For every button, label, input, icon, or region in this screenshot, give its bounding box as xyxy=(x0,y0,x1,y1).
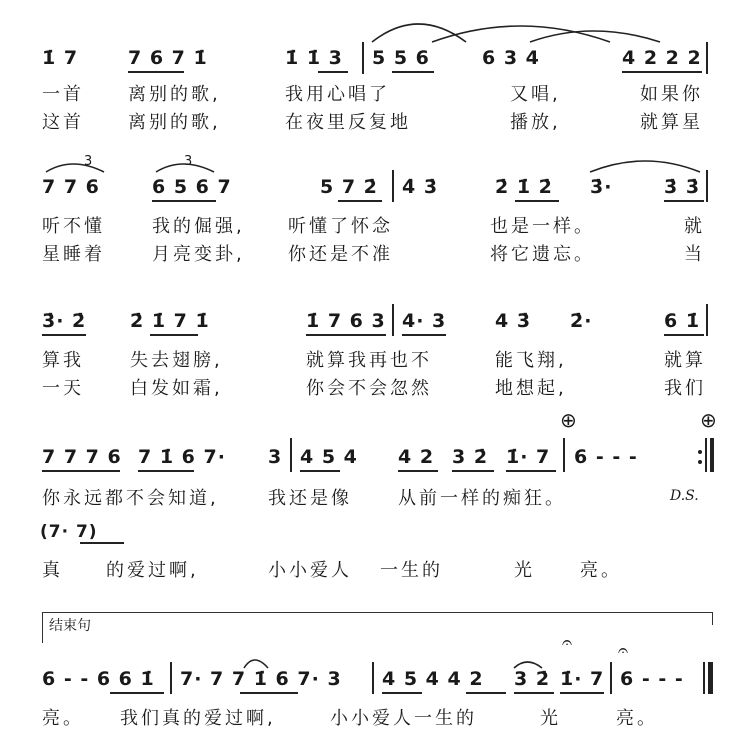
lyric-line: 光 xyxy=(540,708,561,729)
lyric-line: 从前一样的痴狂。 xyxy=(398,488,566,509)
lyric-line-1: 我用心唱了 xyxy=(285,84,390,105)
lyric-line-2: 就算星 xyxy=(640,112,703,133)
note-group: 7 7 7 6 xyxy=(42,446,122,468)
slur xyxy=(590,161,700,172)
triplet-arc xyxy=(46,164,104,172)
note-group: 1̇ 1̇ 3 xyxy=(285,47,343,69)
note-group: 6 3 4 xyxy=(482,47,540,69)
note-group: 1̇ 7 xyxy=(42,47,79,69)
note-group: 3 2̇ xyxy=(514,668,551,690)
fermata-icon: 𝄐 xyxy=(618,640,629,661)
note-group: 2̇· xyxy=(570,310,593,332)
lyric-line: 亮。 xyxy=(42,708,84,729)
triplet-mark: 3 xyxy=(84,154,93,169)
lyric-line: 光 xyxy=(514,560,535,581)
lyric-line-2: 地想起, xyxy=(495,378,567,399)
lyric-line-1: 听懂了怀念 xyxy=(288,216,393,237)
lyric-line-1: 听不懂 xyxy=(42,216,105,237)
note-group: 7 7 6 xyxy=(42,176,100,198)
slur xyxy=(244,660,268,668)
note-group: 5 7 2̇ xyxy=(320,176,378,198)
note-group: 1̇ 7 6 3 xyxy=(306,310,386,332)
note-group: 2̇ 1̇ 7 1̇ xyxy=(130,310,210,332)
lyric-line: 亮。 xyxy=(580,560,622,581)
lyric-line: 小小爱人 xyxy=(268,560,352,581)
note-group: (7· 7) xyxy=(40,522,98,542)
lyric-line-1: 又唱, xyxy=(510,84,561,105)
note-group: 4 5 4 4 2 xyxy=(382,668,484,690)
note-group: 6 - - 6 6 1̇ xyxy=(42,668,155,690)
lyric-line-2: 将它遗忘。 xyxy=(490,244,595,265)
note-group: 3 2̇ xyxy=(452,446,489,468)
lyric-line: 真 xyxy=(42,560,63,581)
lyric-line-2: 星睡着 xyxy=(42,244,105,265)
note-group: 4 3̇ xyxy=(495,310,532,332)
note-group: 6 1̇ xyxy=(664,310,701,332)
coda-icon: ⊕ xyxy=(560,408,577,432)
note-group: 3̇· 2̇ xyxy=(42,310,87,332)
lyric-line-1: 就算我再也不 xyxy=(306,350,432,371)
lyric-line-1: 就 xyxy=(684,216,705,237)
lyric-line: 我们真的爱过啊, xyxy=(120,708,276,729)
note-group: 4 2 2 2 xyxy=(622,47,702,69)
note-group: 2̇ 1̇ 2̇ xyxy=(495,176,553,198)
lyric-line-1: 就算 xyxy=(664,350,706,371)
lyric-line-1: 能飞翔, xyxy=(495,350,567,371)
lyric-line-1: 也是一样。 xyxy=(490,216,595,237)
lyric-line-2: 我们 xyxy=(664,378,706,399)
lyric-line-2: 当 xyxy=(684,244,705,265)
note-group: 7· 7 7 1̇ 6 7· 3 xyxy=(180,668,342,690)
lyric-line-2: 播放, xyxy=(510,112,561,133)
slur xyxy=(432,26,610,42)
note-group: 3̇ 3̇ xyxy=(664,176,701,198)
note-group: 3̇· xyxy=(590,176,613,198)
lyric-line-2: 月亮变卦, xyxy=(152,244,245,265)
lyric-line-1: 我的倔强, xyxy=(152,216,245,237)
lyric-line-1: 算我 xyxy=(42,350,84,371)
lyric-line: 小小爱人一生的 xyxy=(330,708,477,729)
note-group: 4 2 xyxy=(398,446,435,468)
note-group: 7 6 7 1̇ xyxy=(128,47,208,69)
lyric-line-2: 你会不会忽然 xyxy=(306,378,432,399)
note-group: 1̇· 7 xyxy=(560,668,605,690)
lyric-line-2: 你还是不准 xyxy=(288,244,393,265)
lyric-line: 一生的 xyxy=(380,560,443,581)
triplet-mark: 3 xyxy=(184,154,193,169)
lyric-line: 亮。 xyxy=(616,708,658,729)
note-group: 4̇ 3̇ xyxy=(402,176,439,198)
note-group: 4 5 4 xyxy=(300,446,358,468)
note-group: 5 5 6 xyxy=(372,47,430,69)
lyric-line: 你永远都不会知道, xyxy=(42,488,219,509)
note-group: 6 - - - xyxy=(620,668,684,690)
lyric-line-1: 一首 xyxy=(42,84,84,105)
lyric-line-1: 失去翅膀, xyxy=(130,350,223,371)
note-group: 6 - - - xyxy=(574,446,638,468)
slur xyxy=(372,24,466,42)
note-group: 7 1̇ 6 7· xyxy=(138,446,226,468)
note-group: 1̇· 7 xyxy=(506,446,551,468)
lyric-line-1: 离别的歌, xyxy=(128,84,221,105)
lyric-line: 的爱过啊, xyxy=(106,560,199,581)
lyric-line-2: 离别的歌, xyxy=(128,112,221,133)
lyric-line-2: 在夜里反复地 xyxy=(285,112,411,133)
da-segno-mark: D.S. xyxy=(670,488,699,504)
lyric-line-2: 白发如霜, xyxy=(130,378,223,399)
lyric-line-2: 一天 xyxy=(42,378,84,399)
note-group: 6 5 6 7 xyxy=(152,176,232,198)
coda-icon: ⊕ xyxy=(700,408,717,432)
triplet-arc xyxy=(156,164,214,172)
fermata-icon: 𝄐 xyxy=(562,632,573,653)
lyric-line-1: 如果你 xyxy=(640,84,703,105)
ending-label: 结束句 xyxy=(49,618,91,634)
slur xyxy=(514,662,542,668)
lyric-line: 我还是像 xyxy=(268,488,352,509)
lyric-line-2: 这首 xyxy=(42,112,84,133)
note-group: 4· 3 xyxy=(402,310,447,332)
note-group: 3 xyxy=(268,446,283,468)
